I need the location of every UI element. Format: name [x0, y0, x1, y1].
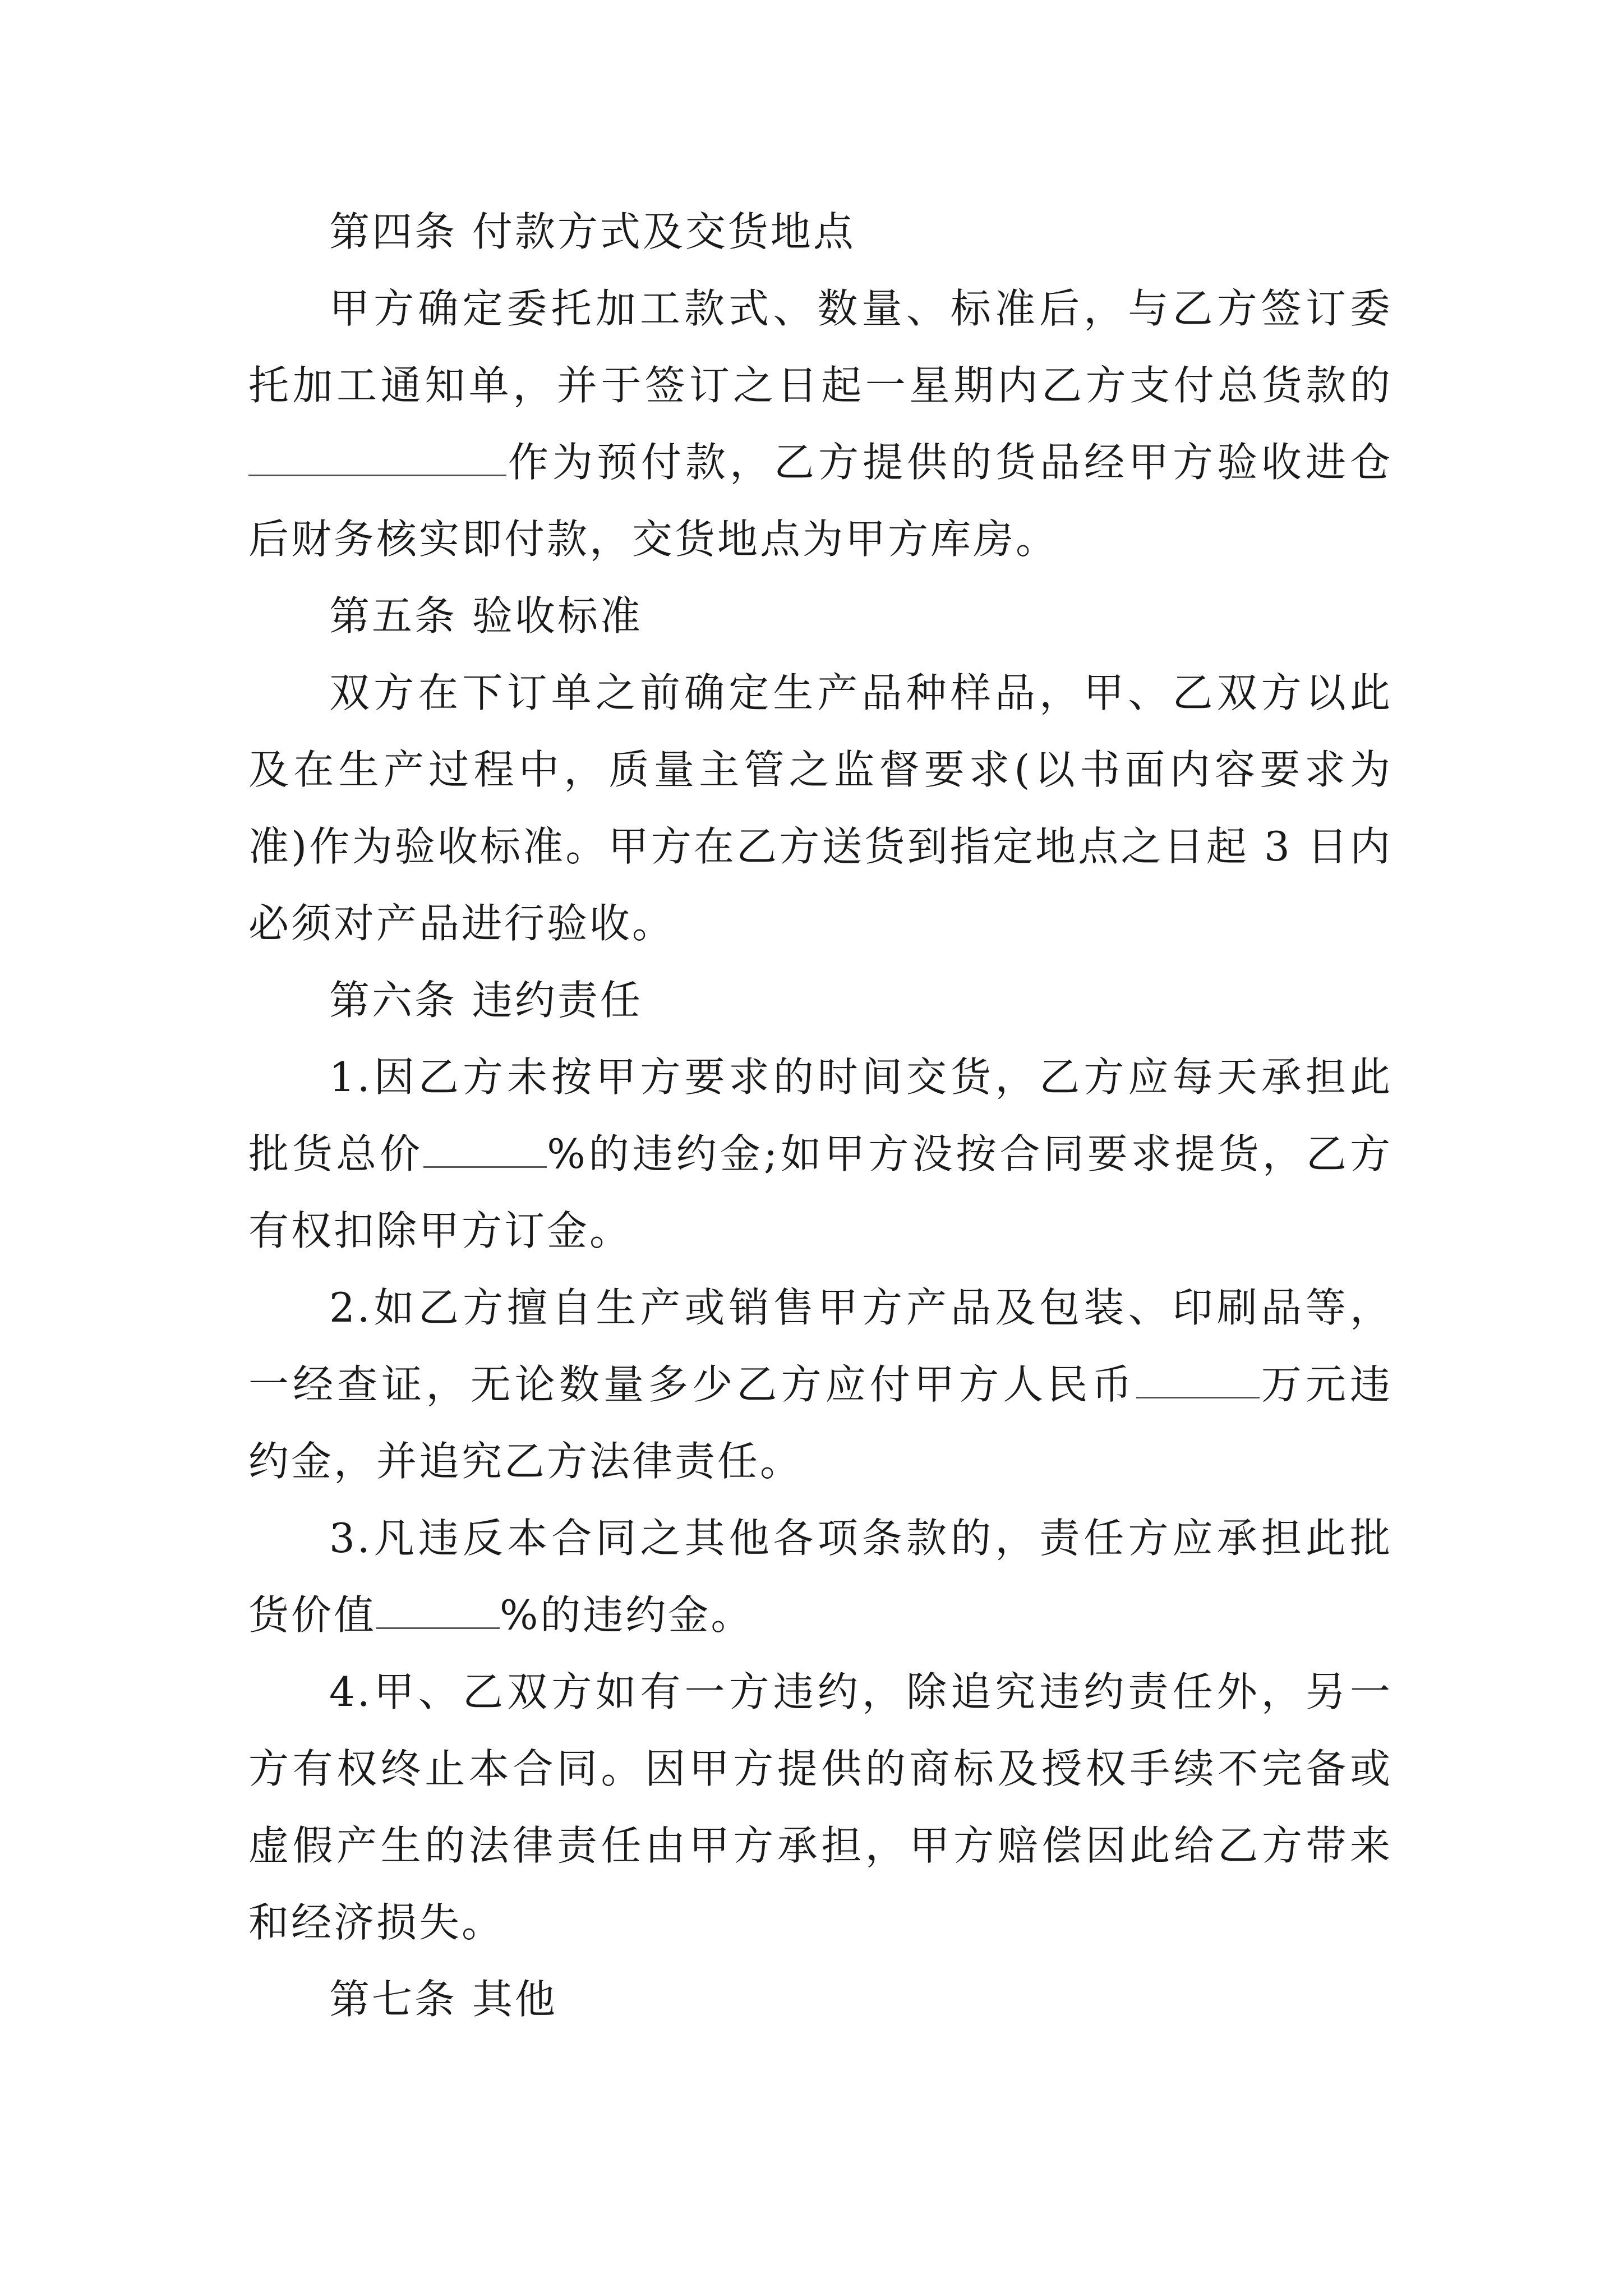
article-4-paragraph: 甲方确定委托加工款式、数量、标准后，与乙方签订委托加工通知单，并于签订之日起一星期内乙方支付总货款的作为预付款，乙方提供的货品经甲方验收进仓后财务核实即付款，交货地点为甲方库房。	[248, 285, 1393, 563]
breach-rate-blank	[376, 1594, 500, 1629]
late-delivery-rate-blank	[423, 1133, 547, 1168]
article-6-item-1: 1.因乙方未按甲方要求的时间交货，乙方应每天承担此批货总价 %的违约金;如甲方没按合同要求提货，乙方有权扣除甲方订金。	[248, 1053, 1393, 1254]
prepayment-blank	[248, 441, 506, 476]
article-7-heading: 第七条 其他	[329, 1976, 557, 2023]
article-4-heading: 第四条 付款方式及交货地点	[329, 208, 856, 255]
penalty-amount-blank	[1136, 1363, 1260, 1398]
article-6-item-2: 2.如乙方擅自生产或销售甲方产品及包装、印刷品等，一经查证，无论数量多少乙方应付甲方人民币 万元违约金，并追究乙方法律责任。	[248, 1284, 1393, 1485]
article-5-paragraph: 双方在下订单之前确定生产品种样品，甲、乙双方以此及在生产过程中，质量主管之监督要求(以书面内容要求为准)作为验收标准。甲方在乙方送货到指定地点之日起 3 日内必须对产品进行验收。	[248, 669, 1393, 947]
article-6-item-4: 4.甲、乙双方如有一方违约，除追究违约责任外，另一方有权终止本合同。因甲方提供的商标及授权手续不完备或虚假产生的法律责任由甲方承担，甲方赔偿因此给乙方带来和经济损失。	[248, 1668, 1393, 1946]
document-body	[248, 194, 1393, 2038]
article-6-item-3: 3.凡违反本合同之其他各项条款的，责任方应承担此批货价值 %的违约金。	[248, 1515, 1393, 1639]
article-6-heading: 第六条 违约责任	[329, 977, 643, 1024]
article-5-heading: 第五条 验收标准	[329, 592, 643, 639]
